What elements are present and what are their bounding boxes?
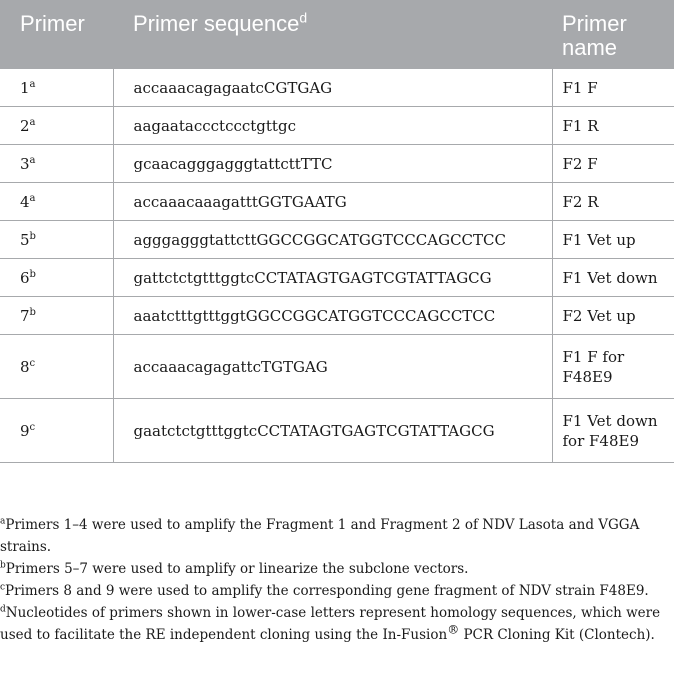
header-primer-name: Primer name <box>552 0 674 69</box>
primer-sequence: gcaacagggagggtattcttTTC <box>113 145 552 183</box>
primer-sequence: accaaacaaagatttGGTGAATG <box>113 183 552 221</box>
primer-name: F1 Vet up <box>552 221 674 259</box>
primer-sequence: accaaacagagaatcCGTGAG <box>113 69 552 107</box>
header-footnote-marker: d <box>299 9 308 26</box>
header-primer-sequence: Primer sequence$^d$ <box>113 0 552 69</box>
primer-name: F1 F for F48E9 <box>552 335 674 399</box>
primer-number: 4$^a$ <box>0 183 113 221</box>
table-row <box>0 107 674 145</box>
primer-number: 8$^c$ <box>0 335 113 399</box>
primer-number: 6$^b$ <box>0 259 113 297</box>
table-row <box>0 335 674 399</box>
primer-name: F2 F <box>552 145 674 183</box>
table-row <box>0 145 674 183</box>
primer-sequence: aagaataccctccctgttgc <box>113 107 552 145</box>
primer-sequence: gattctctgtttggtcCCTATAGTGAGTCGTATTAGCG <box>113 259 552 297</box>
footnote-c: $^c$Primers 8 and 9 were used to amplify the corresponding gene fragment of NDV strain F48E9. <box>0 582 649 599</box>
footnote-b: $^b$Primers 5–7 were used to amplify or linearize the subclone vectors. <box>0 560 469 577</box>
primer-number: 2$^a$ <box>0 107 113 145</box>
primer-number: 9$^c$ <box>0 399 113 463</box>
table-footnotes <box>0 514 670 646</box>
primer-number: 5$^b$ <box>0 221 113 259</box>
primer-name: F1 F <box>552 69 674 107</box>
primer-sequence: aaatctttgtttggtGGCCGGCATGGTCCCAGCCTCC <box>113 297 552 335</box>
primer-name: F2 R <box>552 183 674 221</box>
primer-sequence: accaaacagagattcTGTGAG <box>113 335 552 399</box>
table-row <box>0 221 674 259</box>
primer-number: 3$^a$ <box>0 145 113 183</box>
table-row <box>0 183 674 221</box>
table-row <box>0 399 674 463</box>
primer-number: 1$^a$ <box>0 69 113 107</box>
primer-name: F1 Vet down for F48E9 <box>552 399 674 463</box>
primer-sequence: agggagggtattcttGGCCGGCATGGTCCCAGCCTCC <box>113 221 552 259</box>
table-row <box>0 69 674 107</box>
table-row <box>0 259 674 297</box>
primer-name: F2 Vet up <box>552 297 674 335</box>
footnote-a: $^a$Primers 1–4 were used to amplify the Fragment 1 and Fragment 2 of NDV Lasota and VGGA strains. <box>0 516 640 555</box>
table-header-row <box>0 0 674 69</box>
primer-name: F1 R <box>552 107 674 145</box>
registered-mark: ® <box>447 622 460 637</box>
primer-name: F1 Vet down <box>552 259 674 297</box>
primer-sequence: gaatctctgtttggtcCCTATAGTGAGTCGTATTAGCG <box>113 399 552 463</box>
table-row <box>0 297 674 335</box>
footnote-d: $^d$Nucleotides of primers shown in lower-case letters represent homology sequences, which were used to facilitate the RE independent cloning using the In-Fusion® PCR Cloning Kit (Clontech). <box>0 604 661 643</box>
primer-number: 7$^b$ <box>0 297 113 335</box>
header-primer: Primer <box>0 0 113 69</box>
